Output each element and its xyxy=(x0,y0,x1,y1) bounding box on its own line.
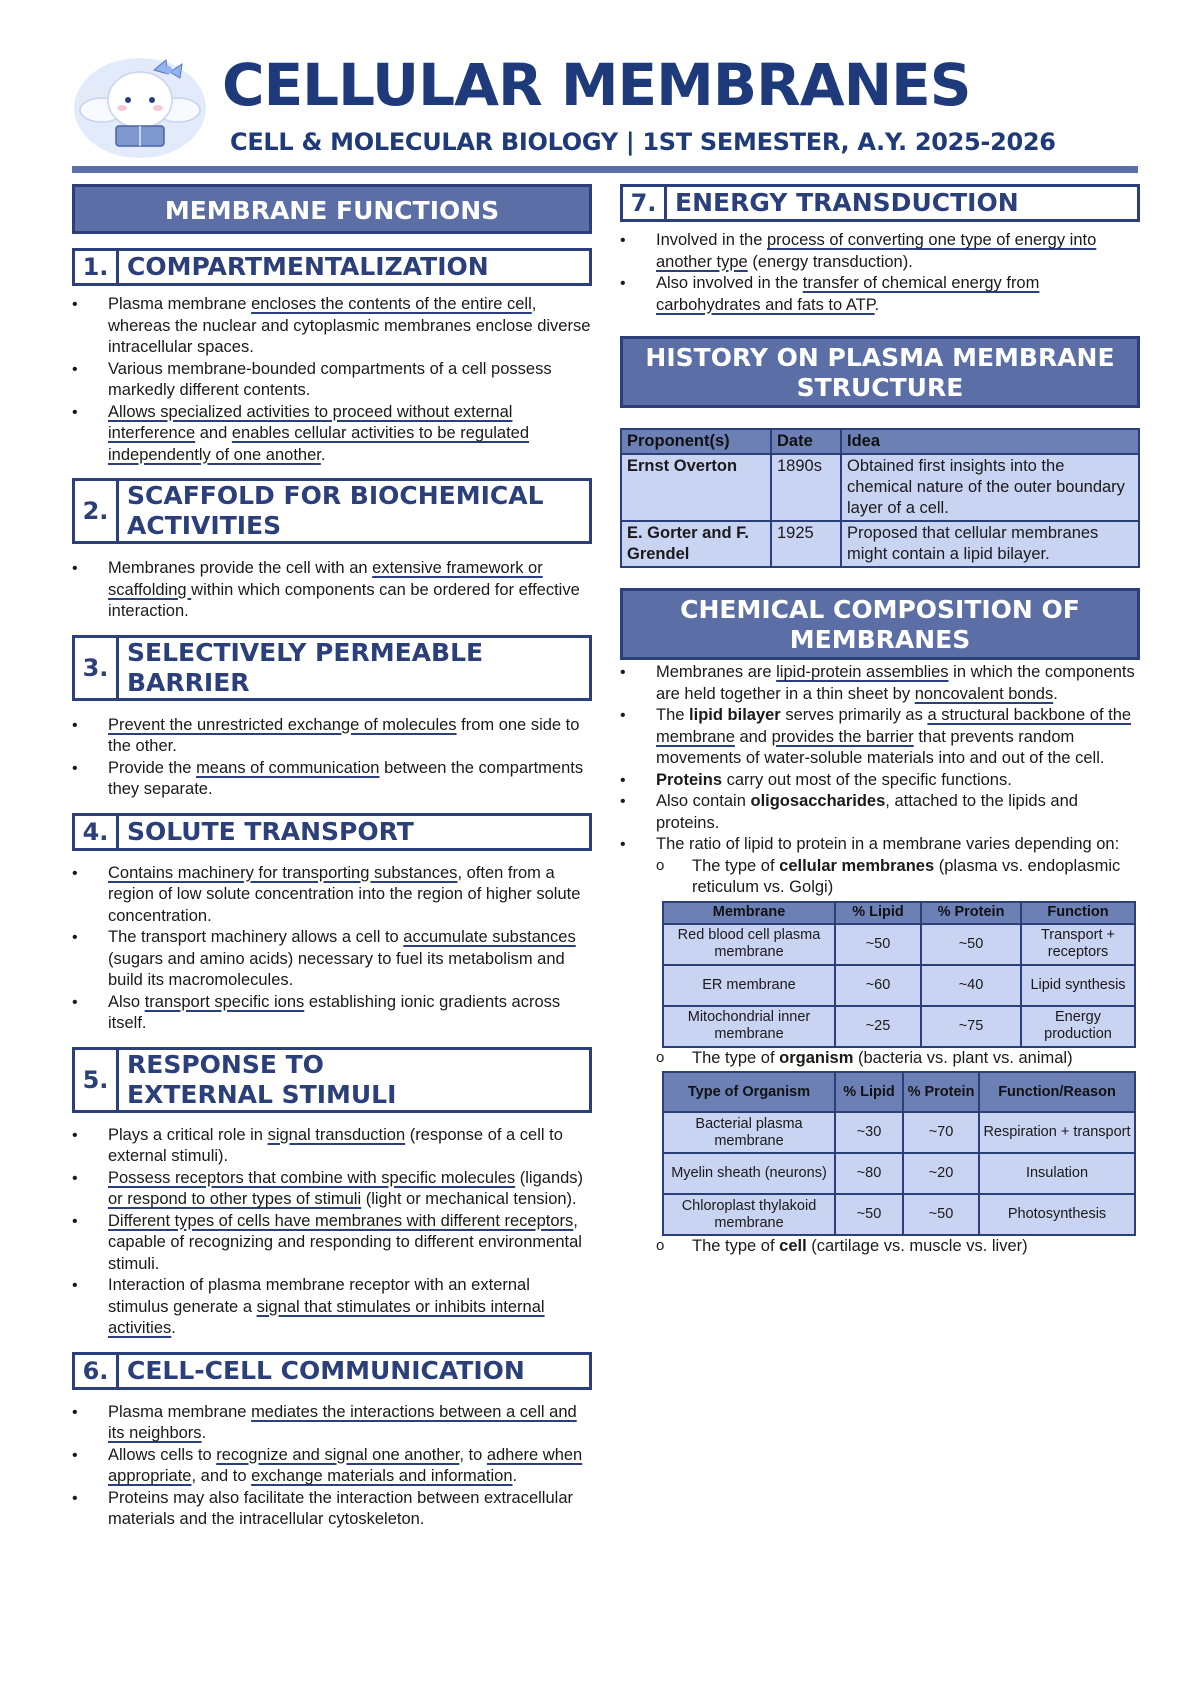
list-item: • The transport machinery allows a cell to accumulate substances (sugars and amino acids) necessary to fuel its metabolism and build its macromolecules. xyxy=(72,927,592,992)
table-cell: ~50 xyxy=(921,924,1021,965)
list-item: • Various membrane-bounded compartments of a cell possess markedly different contents. xyxy=(72,359,592,402)
column-header: Function/Reason xyxy=(979,1072,1135,1112)
list-item: • The lipid bilayer serves primarily as a structural backbone of the membrane and provides the barrier that prevents random movements of water-soluble materials into and out of the cell. xyxy=(620,705,1140,770)
left-column xyxy=(72,184,592,1531)
table-cell: Myelin sheath (neurons) xyxy=(663,1153,835,1194)
energy-transduction-list xyxy=(620,230,1140,316)
table-cell: Proposed that cellular membranes might contain a lipid bilayer. xyxy=(841,521,1139,567)
table-cell: ~20 xyxy=(903,1153,979,1194)
table-cell: Photosynthesis xyxy=(979,1194,1135,1235)
header-divider xyxy=(72,166,1138,173)
permeable-barrier-list xyxy=(72,715,592,801)
section-number: 5. xyxy=(75,1050,119,1110)
section-number: 3. xyxy=(75,638,119,698)
section-solute-transport-header xyxy=(72,813,592,851)
section-permeable-barrier-header xyxy=(72,635,592,701)
table-cell: ~80 xyxy=(835,1153,903,1194)
column-header: Function xyxy=(1021,902,1135,924)
section-title: RESPONSE TO EXTERNAL STIMULI xyxy=(127,1049,397,1109)
section-cell-communication-header xyxy=(72,1352,592,1390)
section-number: 4. xyxy=(75,816,119,848)
table-row xyxy=(621,454,1139,521)
list-item: • Interaction of plasma membrane receptor with an external stimulus generate a signal that stimulates or inhibits internal activities. xyxy=(72,1275,592,1340)
column-header: % Protein xyxy=(921,902,1021,924)
bunny-mascot-icon xyxy=(72,48,222,158)
section-number: 1. xyxy=(75,251,119,283)
table-row xyxy=(663,1153,1135,1194)
list-item: • Allows specialized activities to proceed without external interference and enables cellular activities to be regulated independently of one another. xyxy=(72,402,592,467)
table-cell: Lipid synthesis xyxy=(1021,965,1135,1006)
table-header-row xyxy=(663,1072,1135,1112)
list-item: • Plasma membrane encloses the contents of the entire cell, whereas the nuclear and cytoplasmic membranes enclose diverse intracellular spaces. xyxy=(72,294,592,359)
table-cell: 1925 xyxy=(771,521,841,567)
table-cell: Chloroplast thylakoid membrane xyxy=(663,1194,835,1235)
section-compartmentalization-header xyxy=(72,248,592,286)
list-item: • Plasma membrane mediates the interactions between a cell and its neighbors. xyxy=(72,1402,592,1445)
list-item: • Membranes provide the cell with an extensive framework or scaffolding within which components can be ordered for effective interaction. xyxy=(72,558,592,623)
list-item: • Allows cells to recognize and signal one another, to adhere when appropriate, and to exchange materials and information. xyxy=(72,1445,592,1488)
history-table xyxy=(620,428,1140,568)
section-title: CELL-CELL COMMUNICATION xyxy=(127,1355,525,1385)
section-energy-transduction-header xyxy=(620,184,1140,222)
column-header: % Lipid xyxy=(835,1072,903,1112)
table-cell: Mitochondrial inner membrane xyxy=(663,1006,835,1047)
table-cell: Obtained first insights into the chemical nature of the outer boundary layer of a cell. xyxy=(841,454,1139,521)
composition-list xyxy=(620,662,1140,899)
section-title: ENERGY TRANSDUCTION xyxy=(675,188,1019,217)
list-item: • Proteins carry out most of the specific functions. xyxy=(620,770,1140,792)
table-cell: Red blood cell plasma membrane xyxy=(663,924,835,965)
section-title: SCAFFOLD FOR BIOCHEMICAL ACTIVITIES xyxy=(127,481,544,540)
table-cell: ~75 xyxy=(921,1006,1021,1047)
table-cell: ~30 xyxy=(835,1112,903,1153)
table-cell: ~50 xyxy=(903,1194,979,1235)
table-cell: 1890s xyxy=(771,454,841,521)
list-item: • Membranes are lipid-protein assemblies in which the components are held together in a thin sheet by noncovalent bonds. xyxy=(620,662,1140,705)
column-header: % Protein xyxy=(903,1072,979,1112)
list-item: • Different types of cells have membranes with different receptors, capable of recognizing and responding to different environmental stimuli. xyxy=(72,1211,592,1276)
table-cell: Transport + receptors xyxy=(1021,924,1135,965)
section-number: 7. xyxy=(623,187,667,219)
table-row xyxy=(663,924,1135,965)
section-external-stimuli-header xyxy=(72,1047,592,1113)
list-item: • Proteins may also facilitate the interaction between extracellular materials and the intracellular cytoskeleton. xyxy=(72,1488,592,1531)
page-subtitle: CELL & MOLECULAR BIOLOGY | 1ST SEMESTER, A.Y. 2025-2026 xyxy=(230,128,1056,156)
table-cell: Energy production xyxy=(1021,1006,1135,1047)
section-title: SOLUTE TRANSPORT xyxy=(127,816,414,846)
external-stimuli-list xyxy=(72,1125,592,1340)
table-cell: ~70 xyxy=(903,1112,979,1153)
section-title: COMPARTMENTALIZATION xyxy=(127,252,489,281)
section-title: SELECTIVELY PERMEABLE BARRIER xyxy=(127,637,484,697)
table-cell: ~50 xyxy=(835,1194,903,1235)
membrane-functions-banner: MEMBRANE FUNCTIONS xyxy=(72,184,592,234)
table-header-row xyxy=(621,429,1139,454)
table-cell: E. Gorter and F. Grendel xyxy=(621,521,771,567)
solute-transport-list xyxy=(72,863,592,1035)
list-item: • Also contain oligosaccharides, attached to the lipids and proteins. xyxy=(620,791,1140,834)
column-header: Proponent(s) xyxy=(621,429,771,454)
membrane-composition-table xyxy=(662,901,1136,1048)
column-header: % Lipid xyxy=(835,902,921,924)
table-cell: Respiration + transport xyxy=(979,1112,1135,1153)
table-cell: Ernst Overton xyxy=(621,454,771,521)
right-column xyxy=(620,184,1140,1258)
compartmentalization-list xyxy=(72,294,592,466)
sub-list-item: o The type of organism (bacteria vs. plant vs. animal) xyxy=(656,1048,1140,1070)
column-header: Type of Organism xyxy=(663,1072,835,1112)
sub-list-item: o The type of cell (cartilage vs. muscle vs. liver) xyxy=(656,1236,1140,1258)
list-item: • Contains machinery for transporting substances, often from a region of low solute concentration into the region of higher solute concentration. xyxy=(72,863,592,928)
column-header: Idea xyxy=(841,429,1139,454)
organism-composition-table xyxy=(662,1071,1136,1236)
list-item: • Also transport specific ions establishing ionic gradients across itself. xyxy=(72,992,592,1035)
composition-banner: CHEMICAL COMPOSITION OF MEMBRANES xyxy=(620,588,1140,660)
sub-list xyxy=(656,1048,1140,1070)
table-cell: ~25 xyxy=(835,1006,921,1047)
table-row xyxy=(663,1006,1135,1047)
section-number: 6. xyxy=(75,1355,119,1387)
table-cell: ~60 xyxy=(835,965,921,1006)
list-item: • Possess receptors that combine with specific molecules (ligands) or respond to other types of stimuli (light or mechanical tension). xyxy=(72,1168,592,1211)
table-row xyxy=(663,1112,1135,1153)
cell-communication-list xyxy=(72,1402,592,1531)
table-cell: Bacterial plasma membrane xyxy=(663,1112,835,1153)
table-row xyxy=(663,965,1135,1006)
scaffold-list xyxy=(72,558,592,623)
table-row xyxy=(663,1194,1135,1235)
list-item: • Also involved in the transfer of chemical energy from carbohydrates and fats to ATP. xyxy=(620,273,1140,316)
section-number: 2. xyxy=(75,481,119,541)
table-header-row xyxy=(663,902,1135,924)
list-item: • The ratio of lipid to protein in a membrane varies depending on: o The type of cellular membranes (plasma vs. endoplasmic reticulum vs. Golgi) xyxy=(620,834,1140,899)
section-scaffold-header xyxy=(72,478,592,544)
list-item: • Provide the means of communication between the compartments they separate. xyxy=(72,758,592,801)
column-header: Date xyxy=(771,429,841,454)
sub-list-item: o The type of cellular membranes (plasma vs. endoplasmic reticulum vs. Golgi) xyxy=(656,856,1140,899)
sub-list xyxy=(656,856,1140,899)
list-item: • Involved in the process of converting one type of energy into another type (energy transduction). xyxy=(620,230,1140,273)
sub-list xyxy=(656,1236,1140,1258)
table-cell: ER membrane xyxy=(663,965,835,1006)
page-header xyxy=(72,48,1142,168)
list-item: • Plays a critical role in signal transduction (response of a cell to external stimuli). xyxy=(72,1125,592,1168)
history-banner: HISTORY ON PLASMA MEMBRANE STRUCTURE xyxy=(620,336,1140,408)
table-cell: ~40 xyxy=(921,965,1021,1006)
list-item: • Prevent the unrestricted exchange of molecules from one side to the other. xyxy=(72,715,592,758)
page-title: CELLULAR MEMBRANES xyxy=(222,51,971,119)
table-cell: Insulation xyxy=(979,1153,1135,1194)
column-header: Membrane xyxy=(663,902,835,924)
table-cell: ~50 xyxy=(835,924,921,965)
table-row xyxy=(621,521,1139,567)
